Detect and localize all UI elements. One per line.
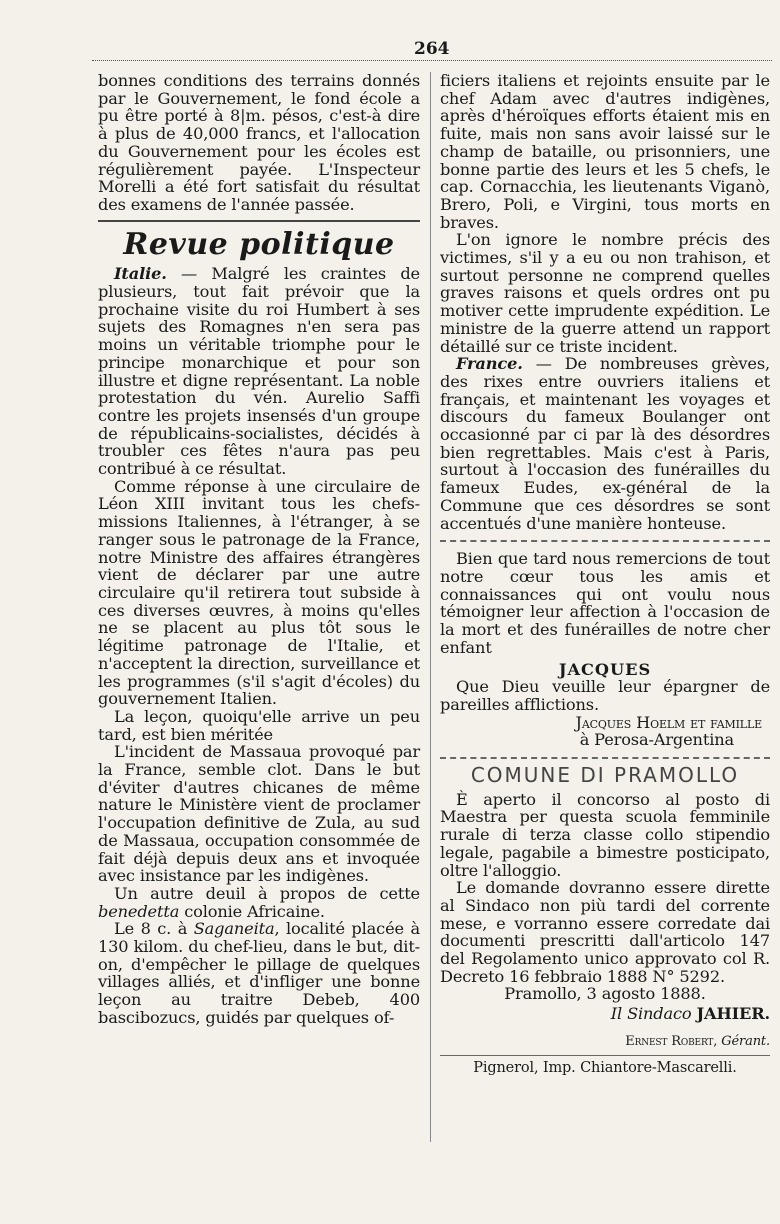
gerant-name: Ernest Robert — [625, 1033, 714, 1049]
saganeita-text-italic: Saganeita — [193, 919, 275, 939]
notice-paragraph-2: Le domande dovranno essere dirette al Sindaco non più tardi del corrente mese, e vorranno essere corredate dai documenti prescritti dall'articolo 147 del Regolamento unico approvato col R. Decreto 16 febbraio 1888 N° 5292. — [440, 878, 770, 986]
saganeita-text-1: Le 8 c. à — [114, 919, 194, 939]
massaua-paragraph: L'incident de Massaua provoqué par la France, semble clot. Dans le but d'éviter d'autres chicanes de même nature le Ministère vient de proclamer l'occupation definitive de Zula, au sud de Massaua, occupation consommée de fait déjà depuis deux ans et invoquée avec insistance par les indigènes. — [98, 742, 420, 886]
sindaco-signature — [440, 1005, 770, 1023]
sindaco-name: JAHIER. — [696, 1004, 770, 1024]
right-column — [440, 72, 770, 1077]
signature-line-2: à Perosa-Argentina — [579, 730, 734, 750]
thanks-paragraph: Bien que tard nous remercions de tout notre cœur tous les amis et connaissances qui ont voulu nous témoigner leur affection à l'occasion de la mort et des funérailles de notre cher enfant — [440, 549, 770, 657]
france-paragraph — [440, 355, 770, 532]
france-text: — De nombreuses grèves, des rixes entre ouvriers italiens et français, et maintenant les voyages et discours du fameux Boulanger ont occasionné par ci par là des désordres bien regrettables. Mais c'est à Paris, surtout à l'occasion des funérailles du fameux Eudes, ex-général de la Commune que ces désordres se sont accentués d'une manière honteuse. — [440, 354, 770, 533]
page-number: 264 — [410, 38, 454, 60]
saganeita-paragraph — [98, 920, 420, 1026]
lecon-paragraph: La leçon, quoiqu'elle arrive un peu tard, est bien méritée — [98, 706, 420, 744]
imprint-line: Pignerol, Imp. Chiantore-Mascarelli. — [473, 1059, 737, 1076]
deuil-text-2: colonie Africaine. — [179, 901, 325, 921]
section-title: Revue politique — [123, 226, 395, 262]
notice-place-date: Pramollo, 3 agosto 1888. — [504, 984, 706, 1004]
signature-line-1: Jacques Hoelm et famille — [575, 712, 762, 732]
thanks-wish: Que Dieu veuille leur épargner de pareilles afflictions. — [440, 677, 770, 714]
ignore-paragraph: L'on ignore le nombre précis des victimes, s'il y a eu ou non trahison, et surtout personne ne comprend quelles graves raisons et quels ordres ont pu motiver cette imprudente expédition. Le ministre de la guerre attend un rapport détaillé sur ce triste incident. — [440, 230, 770, 356]
left-column — [98, 72, 420, 1027]
intro-paragraph: bonnes conditions des terrains donnés par le Gouvernement, le fond école a pu être porté à 8|m. pésos, c'est-à dire à plus de 40,000 francs, et l'allocation du Gouvernement pour les écoles est régulièrement payée. L'Inspecteur Morelli a été fort satisfait du résultat des examens de l'année passée. — [98, 71, 420, 214]
leon-paragraph: Comme réponse à une circulaire de Léon XIII invitant tous les chefs-missions Italiennes, à l'étranger, à se ranger sous le patronage de la France, notre Ministre des affaires étrangères vient de déclarer par une autre circulaire qu'il retirera tout subside à ces diverses œuvres, à moins qu'elles ne se placent au plus tôt sous le légitime patronage de l'Italie, et n'acceptent la direction, surveillance et les programmes (s'il s'agit d'écoles) du gouvernement Italien. — [98, 476, 420, 709]
deuil-text-italic: benedetta — [98, 901, 180, 921]
notice-title: COMUNE DI PRAMOLLO — [470, 763, 740, 788]
saganeita-text-2: , localité placée à 130 kilom. du chef-lieu, dans le but, dit-on, d'empêcher le pillage de quelques villages alliés, et d'infliger une bonne leçon au traitre Debeb, 400 bascibozucs, guidés par quelques of- — [98, 919, 420, 1027]
deuil-paragraph — [98, 885, 420, 920]
column-divider — [430, 72, 431, 1142]
italie-text: — Malgré les craintes de plusieurs, tout fait prévoir que la prochaine visite du roi Humbert à ses sujets des Romagnes n'en sera pas moins un véritable triomphe pour le principe monarchique et pour son illustre et digne représentant. La noble protestation du vén. Aurelio Saffi contre les projets insensés d'un groupe de républicains-socialistes, décidés à troubler ces fêtes n'aura pas peu contribué à ce résultat. — [98, 264, 420, 479]
thanks-rule — [440, 540, 770, 542]
imprint-rule — [440, 1055, 770, 1056]
thanks-name: JACQUES — [558, 659, 652, 679]
italie-paragraph — [98, 265, 420, 477]
section-rule — [98, 220, 420, 222]
page-header — [92, 38, 772, 61]
deuil-text-1: Un autre deuil à propos de cette — [114, 883, 420, 903]
gerant-role: Gérant. — [721, 1033, 770, 1049]
sindaco-title: Il Sindaco — [610, 1004, 692, 1024]
notice-paragraph-1: È aperto il concorso al posto di Maestra per questa scuola femminile rurale di terza classe collo stipendio legale, pagabile a bimestre posticipato, oltre l'alloggio. — [440, 789, 770, 880]
gerant-line: Ernest Robert, Gérant. — [625, 1033, 770, 1049]
continuation-paragraph: ficiers italiens et rejoints ensuite par le chef Adam avec d'autres indigènes, après d'héroïques efforts étaient mis en fuite, mais non sans avoir laissé sur le champ de bataille, ou prisonniers, une bonne partie des leurs et les 5 chefs, le cap. Cornacchia, les lieutenants Viganò, Brero, Poli, e Virgini, tous morts en braves. — [440, 71, 770, 232]
notice-rule — [440, 757, 770, 759]
italie-label: Italie. — [114, 264, 167, 284]
france-label: France. — [456, 354, 523, 374]
